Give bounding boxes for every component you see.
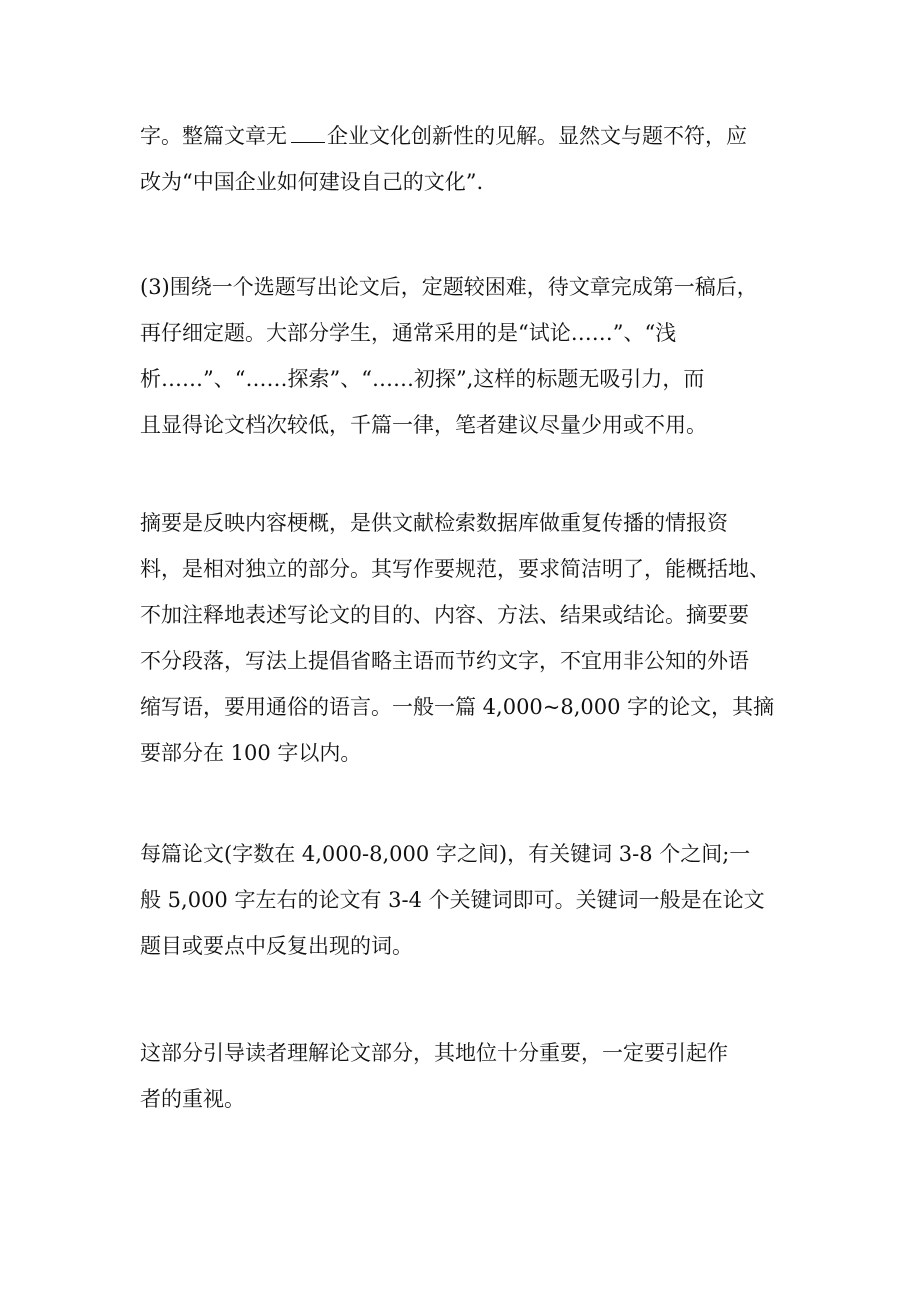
text-line: 题目或要点中反复出现的词。: [140, 934, 413, 958]
paragraph-2: [140, 264, 780, 448]
text-line: 缩写语，要用通俗的语言。一般一篇 4,000~8,000 字的论文，其摘: [140, 695, 775, 719]
text-line: 再仔细定题。大部分学生，通常采用的是“试论……”、“浅: [140, 321, 677, 345]
text-line: (3)围绕一个选题写出论文后，定题较困难，待文章完成第一稿后，: [140, 275, 758, 299]
paragraph-1: [140, 113, 780, 205]
paragraph-5: [140, 1030, 780, 1122]
text-before-blank: 字。整篇文章无: [140, 124, 287, 148]
text-line: 不分段落，写法上提倡省略主语而节约文字，不宜用非公知的外语: [140, 649, 749, 673]
text-after-blank: 企业文化创新性的见解。显然文与题不符，应: [327, 124, 747, 148]
text-line: 者的重视。: [140, 1087, 245, 1111]
text-line: 改为“中国企业如何建设自己的文化”.: [140, 170, 484, 194]
text-line: 要部分在 100 字以内。: [140, 741, 362, 765]
text-line: 这部分引导读者理解论文部分，其地位十分重要，一定要引起作: [140, 1041, 728, 1065]
text-line: 每篇论文(字数在 4,000-8,000 字之间)，有关键词 3-8 个之间;一: [140, 842, 751, 866]
paragraph-4: [140, 831, 780, 969]
text-line: 摘要是反映内容梗概，是供文献检索数据库做重复传播的情报资: [140, 511, 728, 535]
text-line: 且显得论文档次较低，千篇一律，笔者建议尽量少用或不用。: [140, 413, 707, 437]
fill-in-blank: [291, 120, 325, 143]
text-line: 料，是相对独立的部分。其写作要规范，要求简洁明了，能概括地、: [140, 557, 770, 581]
paragraph-3: [140, 500, 780, 776]
text-line: 析……”、“……探索”、“……初探”,这样的标题无吸引力，而: [140, 367, 705, 391]
text-line: 不加注释地表述写论文的目的、内容、方法、结果或结论。摘要要: [140, 603, 749, 627]
text-line: [140, 113, 780, 159]
text-line: 般 5,000 字左右的论文有 3-4 个关键词即可。关键词一般是在论文: [140, 888, 765, 912]
